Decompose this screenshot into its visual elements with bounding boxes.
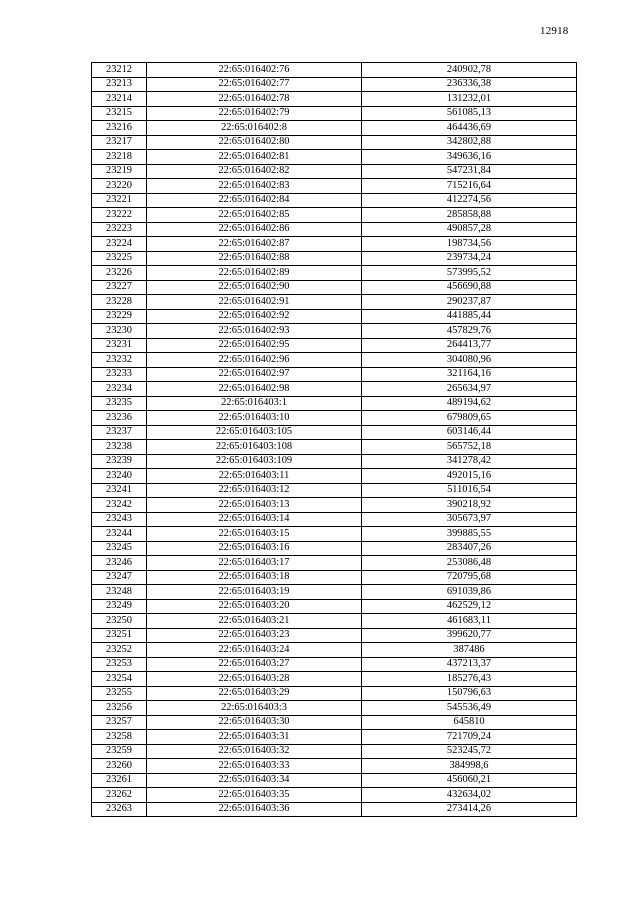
row-index-cell: 23243 [92,512,147,527]
table-row [92,295,577,310]
row-index-cell: 23263 [92,802,147,817]
table-row [92,527,577,542]
row-index-cell: 23255 [92,686,147,701]
cadastral-value-cell: 691039,86 [362,585,577,600]
row-index-cell: 23233 [92,367,147,382]
row-index-cell: 23223 [92,222,147,237]
row-index-cell: 23215 [92,106,147,121]
cadastral-number-cell: 22:65:016402:83 [147,179,362,194]
row-index-cell: 23232 [92,353,147,368]
cadastral-number-cell: 22:65:016403:1 [147,396,362,411]
table-row [92,643,577,658]
cadastral-value-cell: 441885,44 [362,309,577,324]
row-index-cell: 23259 [92,744,147,759]
cadastral-value-cell: 679809,65 [362,411,577,426]
row-index-cell: 23230 [92,324,147,339]
row-index-cell: 23213 [92,77,147,92]
row-index-cell: 23238 [92,440,147,455]
row-index-cell: 23225 [92,251,147,266]
cadastral-value-cell: 412274,56 [362,193,577,208]
row-index-cell: 23219 [92,164,147,179]
row-index-cell: 23240 [92,469,147,484]
table-row [92,208,577,223]
row-index-cell: 23262 [92,788,147,803]
cadastral-number-cell: 22:65:016403:15 [147,527,362,542]
cadastral-value-cell: 511016,54 [362,483,577,498]
row-index-cell: 23239 [92,454,147,469]
cadastral-value-cell: 573995,52 [362,266,577,281]
row-index-cell: 23212 [92,63,147,78]
table-row [92,657,577,672]
cadastral-number-cell: 22:65:016403:23 [147,628,362,643]
cadastral-value-cell: 341278,42 [362,454,577,469]
row-index-cell: 23221 [92,193,147,208]
cadastral-number-cell: 22:65:016403:30 [147,715,362,730]
cadastral-value-cell: 432634,02 [362,788,577,803]
row-index-cell: 23251 [92,628,147,643]
table-row [92,367,577,382]
cadastral-value-cell: 131232,01 [362,92,577,107]
row-index-cell: 23249 [92,599,147,614]
cadastral-value-cell: 399885,55 [362,527,577,542]
cadastral-value-cell: 715216,64 [362,179,577,194]
cadastral-value-cell: 603146,44 [362,425,577,440]
cadastral-number-cell: 22:65:016403:20 [147,599,362,614]
table-row [92,179,577,194]
cadastral-number-cell: 22:65:016402:8 [147,121,362,136]
table-row [92,788,577,803]
cadastral-number-cell: 22:65:016402:79 [147,106,362,121]
cadastral-number-cell: 22:65:016403:17 [147,556,362,571]
table-row [92,396,577,411]
cadastral-value-cell: 720795,68 [362,570,577,585]
row-index-cell: 23254 [92,672,147,687]
cadastral-value-cell: 285858,88 [362,208,577,223]
table-row [92,614,577,629]
cadastral-value-cell: 461683,11 [362,614,577,629]
cadastral-value-cell: 390218,92 [362,498,577,513]
row-index-cell: 23226 [92,266,147,281]
cadastral-number-cell: 22:65:016403:105 [147,425,362,440]
cadastral-number-cell: 22:65:016402:97 [147,367,362,382]
row-index-cell: 23256 [92,701,147,716]
table-row [92,164,577,179]
table-row [92,222,577,237]
table-row [92,701,577,716]
cadastral-value-cell: 545536,49 [362,701,577,716]
table-row [92,570,577,585]
table-row [92,440,577,455]
cadastral-value-cell: 185276,43 [362,672,577,687]
cadastral-number-cell: 22:65:016402:78 [147,92,362,107]
cadastral-number-cell: 22:65:016403:24 [147,643,362,658]
cadastral-number-cell: 22:65:016403:10 [147,411,362,426]
cadastral-number-cell: 22:65:016402:95 [147,338,362,353]
table-row [92,802,577,817]
row-index-cell: 23236 [92,411,147,426]
cadastral-value-cell: 645810 [362,715,577,730]
table-row [92,599,577,614]
cadastral-number-cell: 22:65:016402:82 [147,164,362,179]
row-index-cell: 23218 [92,150,147,165]
table-row [92,324,577,339]
cadastral-number-cell: 22:65:016403:11 [147,469,362,484]
cadastral-number-cell: 22:65:016402:84 [147,193,362,208]
table-row [92,730,577,745]
cadastral-number-cell: 22:65:016403:36 [147,802,362,817]
row-index-cell: 23250 [92,614,147,629]
row-index-cell: 23252 [92,643,147,658]
cadastral-number-cell: 22:65:016403:14 [147,512,362,527]
cadastral-number-cell: 22:65:016403:12 [147,483,362,498]
table-row [92,759,577,774]
table-row [92,541,577,556]
row-index-cell: 23258 [92,730,147,745]
row-index-cell: 23260 [92,759,147,774]
row-index-cell: 23227 [92,280,147,295]
cadastral-number-cell: 22:65:016403:13 [147,498,362,513]
cadastral-value-cell: 304080,96 [362,353,577,368]
table-row [92,469,577,484]
cadastral-value-cell: 283407,26 [362,541,577,556]
cadastral-value-cell: 264413,77 [362,338,577,353]
cadastral-number-cell: 22:65:016402:93 [147,324,362,339]
table-row [92,715,577,730]
row-index-cell: 23257 [92,715,147,730]
cadastral-number-cell: 22:65:016402:86 [147,222,362,237]
row-index-cell: 23237 [92,425,147,440]
cadastral-number-cell: 22:65:016402:81 [147,150,362,165]
cadastral-number-cell: 22:65:016402:96 [147,353,362,368]
cadastral-value-cell: 290237,87 [362,295,577,310]
table-row [92,266,577,281]
cadastral-value-cell: 456690,88 [362,280,577,295]
cadastral-number-cell: 22:65:016403:32 [147,744,362,759]
page-number: 12918 [540,25,569,37]
cadastral-value-cell: 253086,48 [362,556,577,571]
row-index-cell: 23248 [92,585,147,600]
cadastral-number-cell: 22:65:016402:88 [147,251,362,266]
cadastral-value-cell: 565752,18 [362,440,577,455]
cadastral-value-cell: 305673,97 [362,512,577,527]
cadastral-value-cell: 456060,21 [362,773,577,788]
cadastral-number-cell: 22:65:016402:76 [147,63,362,78]
row-index-cell: 23246 [92,556,147,571]
table-row [92,483,577,498]
row-index-cell: 23242 [92,498,147,513]
row-index-cell: 23217 [92,135,147,150]
cadastral-number-cell: 22:65:016403:27 [147,657,362,672]
cadastral-number-cell: 22:65:016402:91 [147,295,362,310]
cadastral-number-cell: 22:65:016403:29 [147,686,362,701]
row-index-cell: 23247 [92,570,147,585]
table-row [92,63,577,78]
cadastral-value-cell: 399620,77 [362,628,577,643]
table-row [92,353,577,368]
table-row [92,512,577,527]
cadastral-value-cell: 721709,24 [362,730,577,745]
table-row [92,309,577,324]
table-row [92,237,577,252]
table-row [92,92,577,107]
row-index-cell: 23235 [92,396,147,411]
cadastral-number-cell: 22:65:016402:89 [147,266,362,281]
row-index-cell: 23216 [92,121,147,136]
cadastral-value-cell: 384998,6 [362,759,577,774]
row-index-cell: 23222 [92,208,147,223]
cadastral-value-cell: 523245,72 [362,744,577,759]
cadastral-number-cell: 22:65:016402:87 [147,237,362,252]
cadastral-value-cell: 547231,84 [362,164,577,179]
table-row [92,744,577,759]
cadastral-number-cell: 22:65:016403:35 [147,788,362,803]
table-row [92,135,577,150]
cadastral-number-cell: 22:65:016403:16 [147,541,362,556]
table-row [92,338,577,353]
table-row [92,411,577,426]
table-row [92,773,577,788]
table-row [92,193,577,208]
table-row [92,454,577,469]
cadastral-value-cell: 457829,76 [362,324,577,339]
row-index-cell: 23220 [92,179,147,194]
cadastral-number-cell: 22:65:016403:109 [147,454,362,469]
table-row [92,628,577,643]
cadastral-value-cell: 240902,78 [362,63,577,78]
table-row [92,121,577,136]
cadastral-value-cell: 198734,56 [362,237,577,252]
cadastral-number-cell: 22:65:016403:18 [147,570,362,585]
cadastral-value-cell: 239734,24 [362,251,577,266]
cadastral-value-cell: 342802,88 [362,135,577,150]
cadastral-value-cell: 321164,16 [362,367,577,382]
row-index-cell: 23231 [92,338,147,353]
row-index-cell: 23224 [92,237,147,252]
cadastral-number-cell: 22:65:016403:19 [147,585,362,600]
table-row [92,251,577,266]
row-index-cell: 23229 [92,309,147,324]
table-row [92,382,577,397]
cadastral-value-cell: 462529,12 [362,599,577,614]
row-index-cell: 23234 [92,382,147,397]
cadastral-value-cell: 561085,13 [362,106,577,121]
row-index-cell: 23261 [92,773,147,788]
table-row [92,585,577,600]
cadastral-number-cell: 22:65:016403:34 [147,773,362,788]
table-row [92,106,577,121]
cadastral-number-cell: 22:65:016402:90 [147,280,362,295]
cadastral-value-cell: 236336,38 [362,77,577,92]
cadastral-number-cell: 22:65:016403:3 [147,701,362,716]
cadastral-number-cell: 22:65:016403:28 [147,672,362,687]
cadastral-number-cell: 22:65:016402:92 [147,309,362,324]
cadastral-number-cell: 22:65:016403:31 [147,730,362,745]
table-row [92,425,577,440]
cadastral-value-cell: 265634,97 [362,382,577,397]
cadastral-number-cell: 22:65:016403:33 [147,759,362,774]
row-index-cell: 23253 [92,657,147,672]
row-index-cell: 23244 [92,527,147,542]
cadastral-value-cell: 437213,37 [362,657,577,672]
table-row [92,556,577,571]
table-row [92,498,577,513]
table-row [92,280,577,295]
cadastral-number-cell: 22:65:016403:21 [147,614,362,629]
cadastral-value-table [91,62,577,817]
cadastral-value-cell: 150796,63 [362,686,577,701]
row-index-cell: 23214 [92,92,147,107]
cadastral-value-cell: 273414,26 [362,802,577,817]
cadastral-number-cell: 22:65:016402:85 [147,208,362,223]
cadastral-number-cell: 22:65:016403:108 [147,440,362,455]
cadastral-value-cell: 490857,28 [362,222,577,237]
cadastral-value-cell: 464436,69 [362,121,577,136]
row-index-cell: 23241 [92,483,147,498]
cadastral-value-cell: 349636,16 [362,150,577,165]
cadastral-number-cell: 22:65:016402:77 [147,77,362,92]
table-row [92,150,577,165]
cadastral-value-cell: 387486 [362,643,577,658]
table-row [92,686,577,701]
cadastral-value-cell: 492015,16 [362,469,577,484]
cadastral-number-cell: 22:65:016402:98 [147,382,362,397]
table-row [92,77,577,92]
cadastral-value-cell: 489194,62 [362,396,577,411]
table-body [92,63,577,817]
cadastral-number-cell: 22:65:016402:80 [147,135,362,150]
table-row [92,672,577,687]
row-index-cell: 23228 [92,295,147,310]
row-index-cell: 23245 [92,541,147,556]
